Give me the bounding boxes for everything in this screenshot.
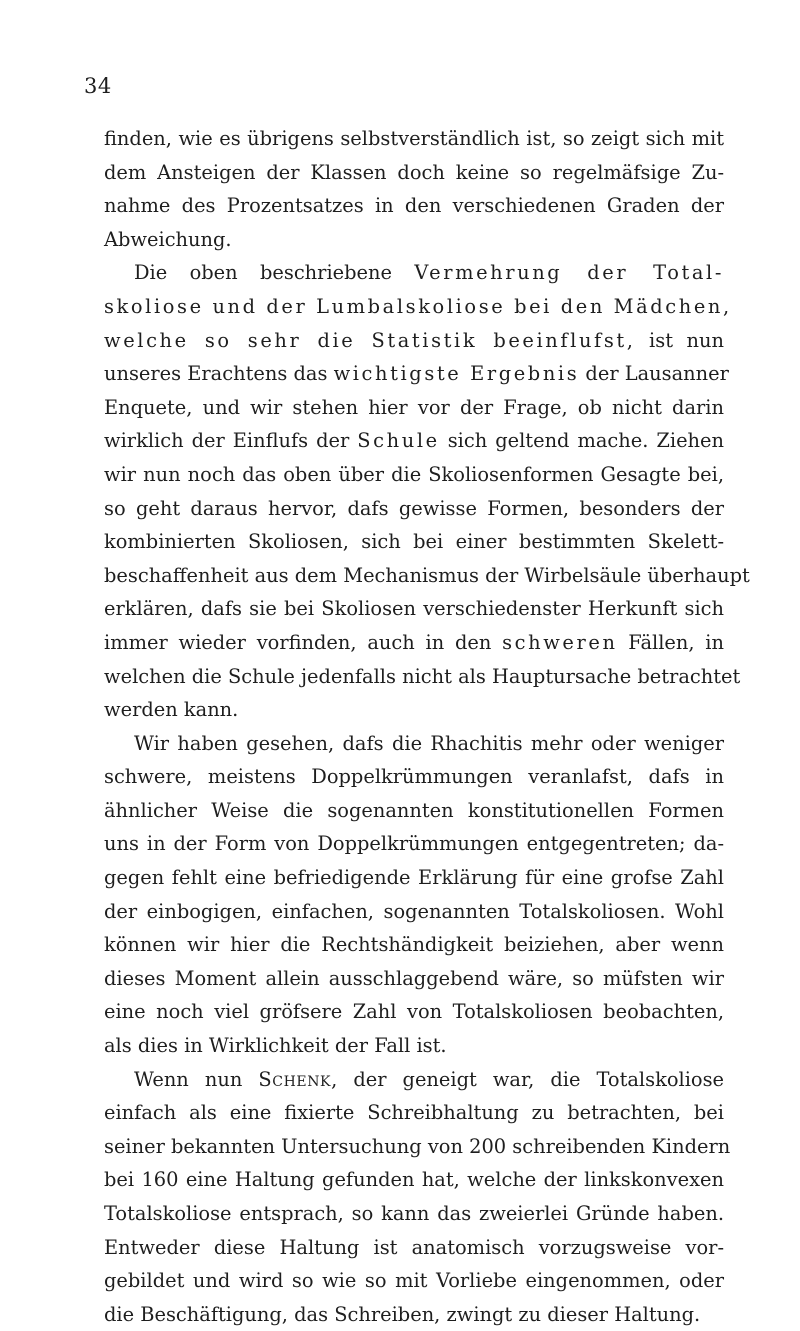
text-line: eine noch viel gröfsere Zahl von Totalskoliosen beobachten, [104, 1000, 724, 1024]
text-line: finden, wie es übrigens selbstverständlich ist, so zeigt sich mit [104, 127, 724, 150]
text-line: dem Ansteigen der Klassen doch keine so regelmäfsige Zu- [104, 160, 724, 184]
spaced-emphasis: wichtigste Ergebnis [333, 362, 580, 386]
spaced-emphasis: skoliose und der Lumbalskoliose bei den Mädchen, [104, 294, 732, 318]
text-line: immer wieder vorfinden, auch in den schweren Fällen, in [104, 630, 724, 654]
paragraph-start-line: Die oben beschriebene Vermehrung der Total- [134, 261, 724, 285]
text-line: bei 160 eine Haltung gefunden hat, welche der linkskonvexen [104, 1168, 724, 1192]
text-line: seiner bekannten Untersuchung von 200 schreibenden Kindern [104, 1134, 731, 1158]
text-line: beschaffenheit aus dem Mechanismus der Wirbelsäule überhaupt [104, 563, 750, 587]
text-line: schwere, meistens Doppelkrümmungen veranlafst, dafs in [104, 765, 724, 789]
paragraph-start-line: Wenn nun Schenk, der geneigt war, die Totalskoliose [134, 1067, 725, 1091]
spaced-emphasis: schweren [502, 630, 618, 654]
text-line: Totalskoliose entsprach, so kann das zweierlei Gründe haben. [104, 1202, 724, 1225]
text-line: Enquete, und wir stehen hier vor der Frage, ob nicht darin [104, 395, 724, 419]
text-line: uns in der Form von Doppelkrümmungen entgegentreten; da- [104, 832, 724, 856]
text-line: einfach als eine fixierte Schreibhaltung zu betrachten, bei [104, 1101, 724, 1125]
text-line: wirklich der Einflufs der Schule sich geltend mache. Ziehen [104, 429, 725, 453]
text-line: wir nun noch das oben über die Skoliosenformen Gesagte bei, [104, 462, 724, 486]
spaced-emphasis: Schule [357, 429, 440, 453]
text-line: gegen fehlt eine befriedigende Erklärung für eine grofse Zahl [104, 866, 724, 890]
text-line: dieses Moment allein ausschlaggebend wäre, so müfsten wir [104, 966, 724, 990]
text-line: gebildet und wird so wie so mit Vorliebe eingenommen, oder [104, 1269, 724, 1293]
text-line: welche so sehr die Statistik beeinflufst, ist nun [104, 328, 724, 352]
spaced-emphasis: Vermehrung der Total- [414, 261, 724, 285]
text-line: Entweder diese Haltung ist anatomisch vorzugsweise vor- [104, 1235, 724, 1259]
text-line: so geht daraus hervor, dafs gewisse Formen, besonders der [104, 496, 724, 520]
text-line: die Beschäftigung, das Schreiben, zwingt zu dieser Haltung. [104, 1302, 701, 1326]
text-line: erklären, dafs sie bei Skoliosen verschiedenster Herkunft sich [104, 597, 724, 621]
spaced-emphasis: welche so sehr die Statistik beeinflufst, [104, 328, 636, 352]
author-name: Schenk [258, 1067, 332, 1091]
text-line: unseres Erachtens das wichtigste Ergebnis der Lausanner [104, 362, 729, 386]
body-text [104, 122, 750, 1331]
text-line: welchen die Schule jedenfalls nicht als Hauptursache betrachtet [104, 664, 741, 688]
text-line: nahme des Prozentsatzes in den verschiedenen Graden der [104, 194, 724, 218]
text-line: Abweichung. [104, 227, 232, 251]
text-line: kombinierten Skoliosen, sich bei einer bestimmten Skelett- [104, 530, 724, 554]
text-line: werden kann. [104, 698, 239, 722]
paragraph-start-line: Wir haben gesehen, dafs die Rhachitis mehr oder weniger [134, 731, 724, 755]
text-line: können wir hier die Rechtshändigkeit beiziehen, aber wenn [104, 933, 724, 957]
text-line: der einbogigen, einfachen, sogenannten Totalskoliosen. Wohl [104, 899, 724, 923]
text-line: als dies in Wirklichkeit der Fall ist. [104, 1034, 447, 1058]
text-line: ähnlicher Weise die sogenannten konstitutionellen Formen [104, 798, 724, 822]
text-line [104, 290, 732, 324]
page-number: 34 [84, 74, 112, 98]
